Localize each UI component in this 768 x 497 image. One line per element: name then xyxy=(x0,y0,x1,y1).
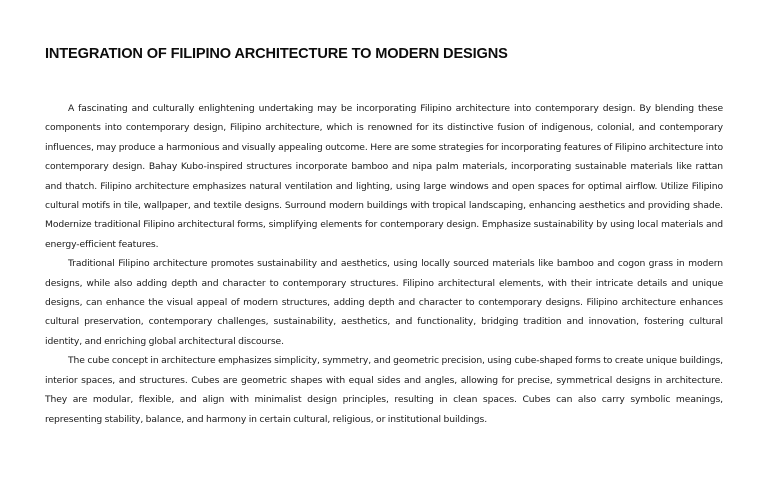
paragraph-cube-concept: The cube concept in architecture emphasizes simplicity, symmetry, and geometric precision, using cube-shaped forms to create unique buildings, interior spaces, and structures. Cubes are geometric shapes with equal sides and angles, allowing for precise, symmetrical designs in architecture. They are modular, flexible, and align with minimalist design principles, resulting in clean spaces. Cubes can also carry symbolic meanings, representing stability, balance, and harmony in certain cultural, religious, or institutional buildings. xyxy=(45,355,723,425)
document-title: INTEGRATION OF FILIPINO ARCHITECTURE TO MODERN DESIGNS xyxy=(45,46,508,62)
document-body xyxy=(45,99,723,429)
paragraph-traditional-sustainability: Traditional Filipino architecture promotes sustainability and aesthetics, using locally sourced materials like bamboo and cogon grass in modern designs, while also adding depth and character to contemporary structures. Filipino architectural elements, with their intricate details and unique designs, can enhance the visual appeal of modern structures, adding depth and character to contemporary designs. Filipino architecture enhances cultural preservation, contemporary challenges, sustainability, aesthetics, and functionality, bridging tradition and innovation, fostering cultural identity, and enriching global architectural discourse. xyxy=(45,258,723,347)
paragraph-filipino-architecture-strategies: A fascinating and culturally enlightening undertaking may be incorporating Filipino architecture into contemporary design. By blending these components into contemporary design, Filipino architecture, which is renowned for its distinctive fusion of indigenous, colonial, and contemporary influences, may produce a harmonious and visually appealing outcome. Here are some strategies for incorporating features of Filipino architecture into contemporary design. Bahay Kubo-inspired structures incorporate bamboo and nipa palm materials, incorporating sustainable materials like rattan and thatch. Filipino architecture emphasizes natural ventilation and lighting, using large windows and open spaces for optimal airflow. Utilize Filipino cultural motifs in tile, wallpaper, and textile designs. Surround modern buildings with tropical landscaping, enhancing aesthetics and providing shade. Modernize traditional Filipino architectural forms, simplifying elements for contemporary design. Emphasize sustainability by using local materials and energy-efficient features. xyxy=(45,103,723,250)
